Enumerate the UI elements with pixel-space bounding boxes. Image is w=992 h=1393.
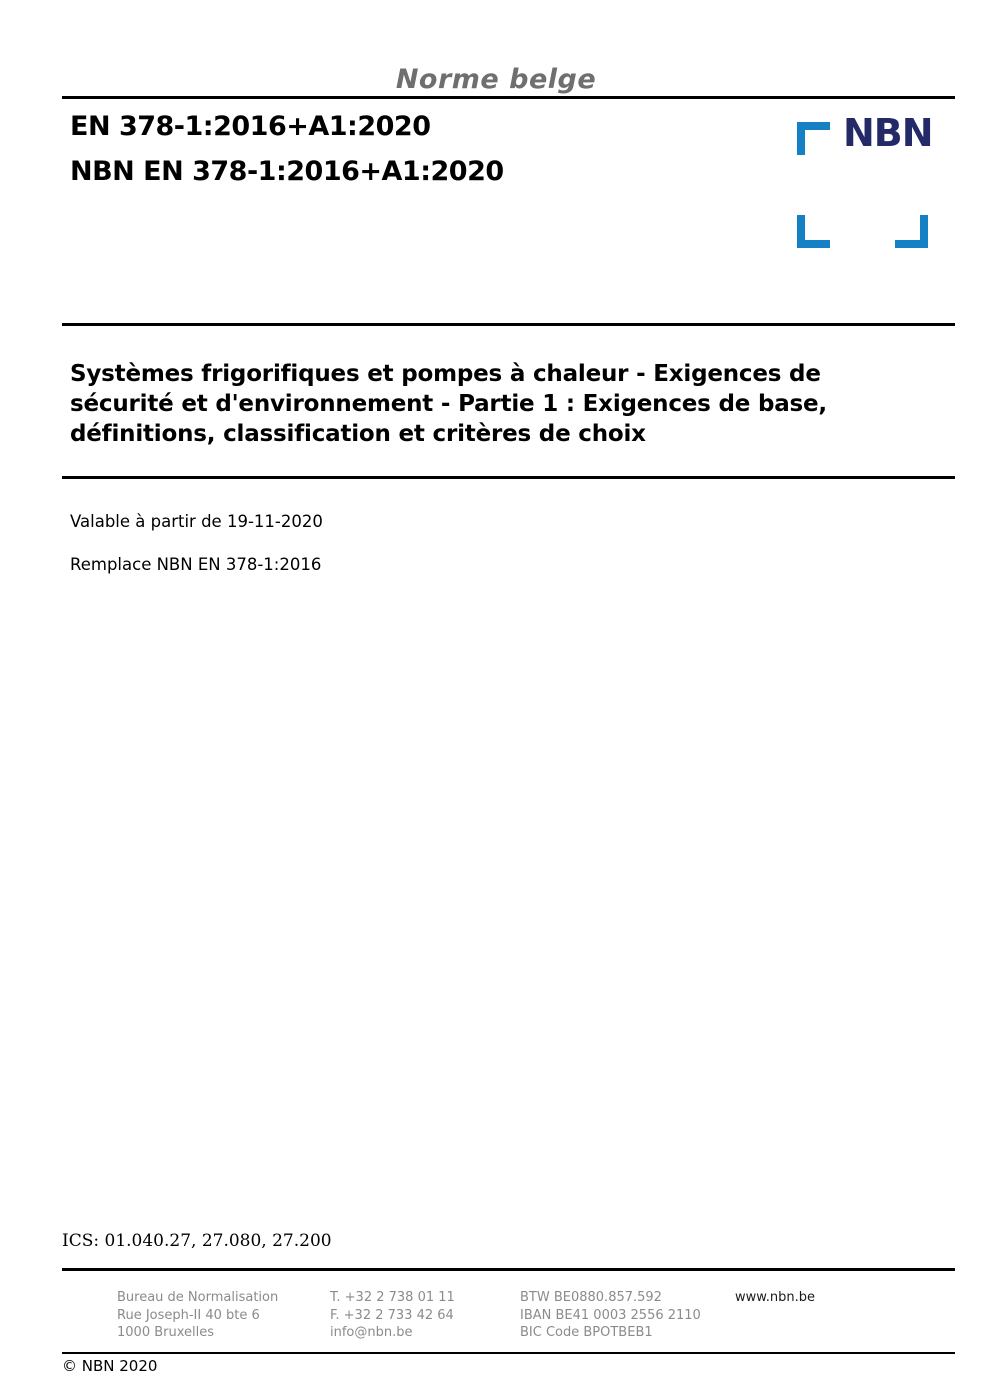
footer-contact — [330, 1289, 455, 1342]
footer-btw: BTW BE0880.857.592 — [520, 1290, 662, 1305]
footer-fax: F. +32 2 733 42 64 — [330, 1307, 454, 1323]
footer-email: info@nbn.be — [330, 1325, 413, 1340]
divider-bottom — [62, 1352, 955, 1354]
replaces-text: Remplace NBN EN 378-1:2016 — [70, 555, 322, 574]
standard-code-nbn: NBN EN 378-1:2016+A1:2020 — [70, 156, 504, 187]
footer-iban: IBAN BE41 0003 2556 2110 — [520, 1307, 701, 1323]
footer-phone: T. +32 2 738 01 11 — [330, 1290, 455, 1305]
divider-above-footer — [62, 1268, 955, 1271]
document-title-line-2: sécurité et d'environnement - Partie 1 : Exigences de base, — [70, 391, 827, 417]
document-title-line-3: définitions, classification et critères de choix — [70, 421, 646, 447]
ics-codes: ICS: 01.040.27, 27.080, 27.200 — [62, 1231, 332, 1251]
divider-above-title — [62, 323, 955, 326]
logo-bracket-bottom-right-icon — [895, 215, 928, 248]
nbn-logo-text: NBN — [843, 111, 933, 155]
logo-bracket-top-left-icon — [797, 122, 830, 155]
footer-address-line-2: Rue Joseph-II 40 bte 6 — [117, 1307, 260, 1323]
footer-bic: BIC Code BPOTBEB1 — [520, 1325, 653, 1340]
document-title — [70, 359, 900, 449]
norme-belge-label: Norme belge — [395, 64, 597, 95]
footer-website: www.nbn.be — [735, 1290, 815, 1305]
nbn-logo — [797, 111, 933, 248]
divider-below-title — [62, 476, 955, 479]
footer-address-line-3: 1000 Bruxelles — [117, 1325, 215, 1340]
valid-from-text: Valable à partir de 19-11-2020 — [70, 512, 323, 531]
standard-code-en: EN 378-1:2016+A1:2020 — [70, 111, 431, 142]
logo-bracket-bottom-left-icon — [797, 215, 830, 248]
document-title-line-1: Systèmes frigorifiques et pompes à chaleur - Exigences de — [70, 361, 821, 387]
footer-address-line-1: Bureau de Normalisation — [117, 1290, 279, 1305]
divider-top — [62, 96, 955, 99]
footer-address — [117, 1289, 278, 1342]
copyright-notice: © NBN 2020 — [62, 1357, 158, 1375]
footer-banking — [520, 1289, 701, 1342]
